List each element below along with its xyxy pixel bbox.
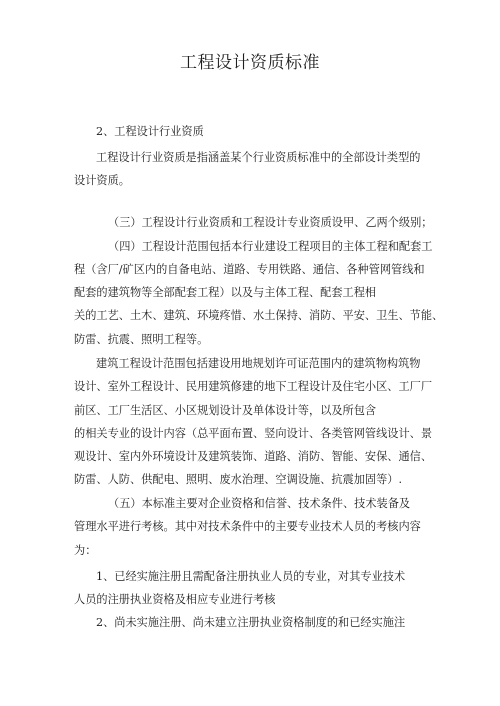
paragraph-line: 管理水平进行考核。其中对技术条件中的主要专业技术人员的考核内容	[74, 520, 421, 533]
paragraph-line: （五）本标准主要对企业资格和信誉、技术条件、技术装备及	[108, 497, 411, 510]
paragraph-line: （四）工程设计范围包括本行业建设工程项目的主体工程和配套工	[108, 240, 433, 253]
paragraph-line: 1、已经实施注册且需配备注册执业人员的专业，对其专业技术	[96, 570, 406, 583]
paragraph-line: 设计、室外工程设计、民用建筑修建的地下工程设计及住宅小区、工厂厂	[74, 380, 433, 393]
paragraph-line: 观设计、室内外环境设计及建筑装饰、道路、消防、智能、安保、通信、	[74, 450, 433, 463]
paragraph-line: 配套的建筑物等全部配套工程）以及与主体工程、配套工程相	[74, 286, 377, 299]
paragraph-line: 的相关专业的设计内容（总平面布置、竖向设计、各类管网管线设计、景	[74, 427, 433, 440]
paragraph-line: 前区、工厂生活区、小区规划设计及单体设计等，以及所包含	[74, 404, 377, 417]
paragraph-line: 为：	[74, 544, 97, 557]
paragraph-line: 2、尚未实施注册、尚未建立注册执业资格制度的和已经实施注	[96, 616, 406, 629]
paragraph-line: 建筑工程设计范围包括建设用地规划许可证范围内的建筑物构筑物	[96, 357, 421, 370]
paragraph-line: （三）工程设计行业资质和工程设计专业资质设甲、乙两个级别；	[108, 216, 433, 229]
paragraph-line: 设计资质。	[74, 174, 130, 187]
page-title: 工程设计资质标准	[180, 53, 320, 73]
paragraph-line: 工程设计行业资质是指涵盖某个行业资质标准中的全部设计类型的	[96, 151, 421, 164]
paragraph-line: 防雷、人防、供配电、照明、废水治理、空调设施、抗震加固等）.	[74, 473, 402, 486]
paragraph-line: 人员的注册执业资格及相应专业进行考核	[74, 593, 276, 606]
paragraph-line: 关的工艺、土木、建筑、环境疼惜、水土保持、消防、平安、卫生、节能、	[74, 309, 444, 322]
paragraph-line: 2、工程设计行业资质	[96, 125, 204, 138]
paragraph-line: 程（含厂/矿区内的自备电站、道路、专用铁路、通信、各种管网管线和	[74, 263, 425, 276]
paragraph-line: 防雷、抗震、照明工程等。	[74, 333, 209, 346]
